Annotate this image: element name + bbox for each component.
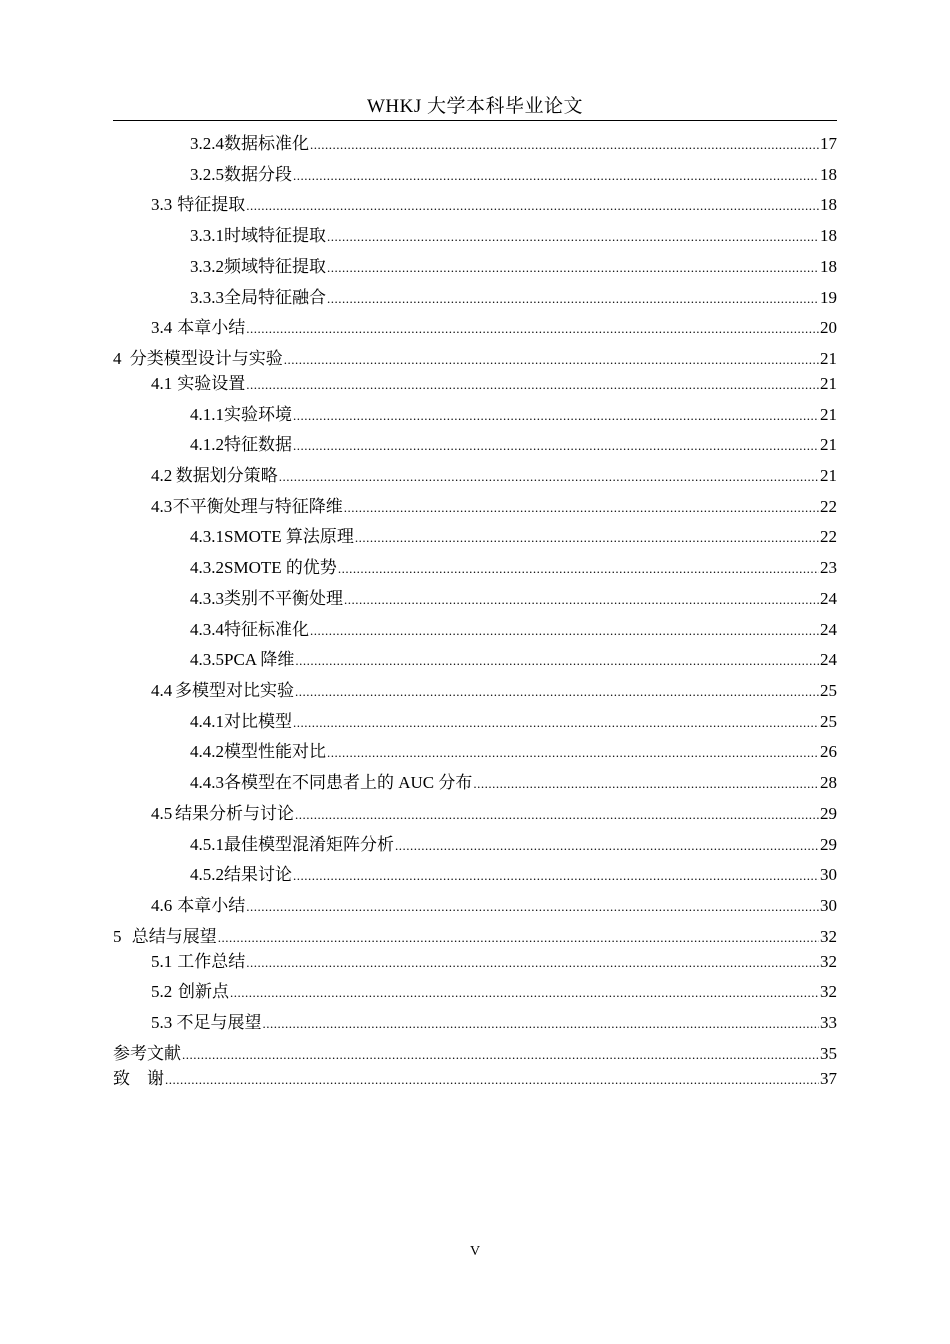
header-rule xyxy=(113,120,837,121)
toc-dot-leader xyxy=(279,466,819,488)
toc-dot-leader xyxy=(246,374,819,396)
toc-entry-title: 对比模型 xyxy=(224,712,292,731)
toc-entry-page: 29 xyxy=(820,835,837,854)
toc-entry-number: 4.3.2 xyxy=(190,558,224,577)
toc-dot-leader xyxy=(165,1069,819,1091)
toc-entry-page: 30 xyxy=(820,865,837,884)
toc-entry-number: 5 xyxy=(113,927,122,946)
toc-entry[interactable] xyxy=(113,711,837,733)
toc-entry[interactable] xyxy=(113,981,837,1003)
toc-entry-page: 19 xyxy=(820,288,837,307)
toc-entry-page: 33 xyxy=(820,1013,837,1032)
toc-entry-title: 结果分析与讨论 xyxy=(175,804,295,823)
toc-entry-page: 17 xyxy=(820,134,837,153)
toc-dot-leader xyxy=(327,226,819,248)
toc-dot-leader xyxy=(230,982,819,1004)
toc-entry-title: 本章小结 xyxy=(177,318,246,337)
toc-entry-title: 实验设置 xyxy=(177,374,246,393)
toc-entry-page: 21 xyxy=(820,466,837,485)
toc-entry-page: 22 xyxy=(820,527,837,546)
toc-entry-number: 3.2.5 xyxy=(190,165,224,184)
toc-entry-title: 实验环境 xyxy=(224,405,292,424)
toc-entry-page: 21 xyxy=(820,374,837,393)
toc-entry-page: 35 xyxy=(820,1044,837,1063)
toc-dot-leader xyxy=(295,650,819,672)
toc-entry[interactable] xyxy=(113,526,837,548)
toc-dot-leader xyxy=(246,896,819,918)
toc-entry-number: 4 xyxy=(113,349,122,368)
toc-dot-leader xyxy=(295,804,819,826)
toc-entry[interactable] xyxy=(113,434,837,456)
toc-entry-page: 32 xyxy=(820,982,837,1001)
toc-entry-number: 3.2.4 xyxy=(190,134,224,153)
toc-entry[interactable] xyxy=(113,404,837,426)
page-number: V xyxy=(469,1244,481,1259)
toc-entry-page: 24 xyxy=(820,650,837,669)
toc-entry-number: 4.3 xyxy=(151,497,173,516)
toc-entry-page: 18 xyxy=(820,257,837,276)
toc-entry-title: 总结与展望 xyxy=(131,927,217,946)
toc-entry-number: 4.5.1 xyxy=(190,835,224,854)
toc-entry-page: 18 xyxy=(820,165,837,184)
toc-entry-number: 4.5 xyxy=(151,804,173,823)
toc-dot-leader xyxy=(218,927,819,949)
toc-entry[interactable] xyxy=(113,741,837,763)
toc-entry-page: 25 xyxy=(820,712,837,731)
toc-entry-number: 4.1 xyxy=(151,374,173,393)
toc-entry-title: 特征标准化 xyxy=(224,620,309,639)
toc-entry[interactable] xyxy=(113,772,837,794)
toc-entry-number: 5.3 xyxy=(151,1013,173,1032)
toc-entry[interactable] xyxy=(113,373,837,395)
toc-entry[interactable] xyxy=(113,619,837,641)
toc-entry-title: 创新点 xyxy=(178,982,229,1001)
toc-entry[interactable] xyxy=(113,895,837,917)
toc-entry[interactable] xyxy=(113,348,837,370)
toc-entry-page: 23 xyxy=(820,558,837,577)
toc-entry-number: 4.4 xyxy=(151,681,173,700)
toc-entry-title: 分类模型设计与实验 xyxy=(129,349,283,368)
toc-entry[interactable] xyxy=(113,164,837,186)
toc-entry[interactable] xyxy=(113,864,837,886)
toc-entry-title: 不足与展望 xyxy=(176,1013,262,1032)
toc-entry[interactable] xyxy=(113,256,837,278)
toc-entry[interactable] xyxy=(113,194,837,216)
toc-entry-title: 类别不平衡处理 xyxy=(224,589,343,608)
toc-dot-leader xyxy=(310,620,819,642)
toc-entry[interactable] xyxy=(113,317,837,339)
toc-entry-number: 3.3 xyxy=(151,195,173,214)
toc-dot-leader xyxy=(327,742,819,764)
toc-entry-number: 3.3.3 xyxy=(190,288,224,307)
toc-entry-page: 32 xyxy=(820,927,837,946)
toc-entry-title: 全局特征融合 xyxy=(224,288,326,307)
toc-entry-title: 参考文献 xyxy=(113,1044,181,1063)
toc-entry-page: 21 xyxy=(820,435,837,454)
toc-entry[interactable] xyxy=(113,557,837,579)
toc-entry-title: 多模型对比实验 xyxy=(175,681,295,700)
toc-entry[interactable] xyxy=(113,496,837,518)
toc-entry-number: 4.2 xyxy=(151,466,173,485)
toc-entry-number: 4.1.1 xyxy=(190,405,224,424)
toc-dot-leader xyxy=(246,318,819,340)
toc-dot-leader xyxy=(293,405,819,427)
toc-dot-leader xyxy=(327,288,819,310)
toc-entry-number: 4.5.2 xyxy=(190,865,224,884)
toc-entry-number: 4.4.3 xyxy=(190,773,224,792)
toc-dot-leader xyxy=(182,1044,819,1066)
toc-dot-leader xyxy=(344,497,819,519)
toc-entry-page: 22 xyxy=(820,497,837,516)
toc-dot-leader xyxy=(295,681,819,703)
toc-entry[interactable] xyxy=(113,465,837,487)
toc-entry-title: 各模型在不同患者上的 AUC 分布 xyxy=(224,773,473,792)
toc-entry-title: 特征提取 xyxy=(177,195,246,214)
toc-entry[interactable] xyxy=(113,951,837,973)
toc-entry-title: SMOTE 算法原理 xyxy=(224,527,354,546)
toc-entry-number: 5.1 xyxy=(151,952,173,971)
toc-entry-title: 频域特征提取 xyxy=(224,257,326,276)
toc-entry-page: 21 xyxy=(820,349,837,368)
toc-entry-title: 工作总结 xyxy=(177,952,246,971)
toc-entry-page: 26 xyxy=(820,742,837,761)
toc-entry-page: 30 xyxy=(820,896,837,915)
toc-dot-leader xyxy=(355,527,819,549)
toc-entry-title: 结果讨论 xyxy=(224,865,292,884)
toc-entry-page: 28 xyxy=(820,773,837,792)
toc-entry-title: 本章小结 xyxy=(177,896,246,915)
toc-entry-number: 5.2 xyxy=(151,982,173,1001)
toc-dot-leader xyxy=(284,349,819,371)
running-header: WHKJ 大学本科毕业论文 xyxy=(366,96,584,117)
toc-entry-page: 18 xyxy=(820,226,837,245)
toc-entry-title: 模型性能对比 xyxy=(224,742,326,761)
toc-dot-leader xyxy=(344,589,819,611)
toc-entry-number: 4.6 xyxy=(151,896,173,915)
toc-entry-title: 不平衡处理与特征降维 xyxy=(172,497,343,516)
toc-entry-number: 4.4.2 xyxy=(190,742,224,761)
toc-entry-page: 21 xyxy=(820,405,837,424)
toc-entry[interactable] xyxy=(113,649,837,671)
toc-entry-number: 4.3.3 xyxy=(190,589,224,608)
toc-dot-leader xyxy=(263,1013,820,1035)
toc-dot-leader xyxy=(293,435,819,457)
toc-dot-leader xyxy=(338,558,819,580)
toc-entry-page: 20 xyxy=(820,318,837,337)
toc-dot-leader xyxy=(473,773,819,795)
toc-entry-page: 24 xyxy=(820,589,837,608)
toc-entry[interactable] xyxy=(113,588,837,610)
toc-dot-leader xyxy=(310,134,819,156)
toc-dot-leader xyxy=(327,257,819,279)
toc-entry[interactable] xyxy=(113,225,837,247)
toc-entry-number: 3.4 xyxy=(151,318,173,337)
toc-entry-title: 数据标准化 xyxy=(224,134,309,153)
toc-entry-number: 4.3.1 xyxy=(190,527,224,546)
toc-dot-leader xyxy=(246,952,819,974)
toc-entry-number: 4.3.4 xyxy=(190,620,224,639)
toc-entry[interactable] xyxy=(113,803,837,825)
toc-entry-number: 3.3.2 xyxy=(190,257,224,276)
toc-entry[interactable] xyxy=(113,1043,837,1065)
toc-entry[interactable] xyxy=(113,680,837,702)
toc-entry-title: 时域特征提取 xyxy=(224,226,326,245)
toc-entry-title: 特征数据 xyxy=(224,435,292,454)
toc-entry[interactable] xyxy=(113,926,837,948)
toc-dot-leader xyxy=(293,165,819,187)
toc-entry-title: 数据划分策略 xyxy=(175,466,278,485)
toc-entry[interactable] xyxy=(113,834,837,856)
toc-entry-page: 29 xyxy=(820,804,837,823)
toc-entry[interactable] xyxy=(113,1012,837,1034)
toc-entry-page: 24 xyxy=(820,620,837,639)
toc-dot-leader xyxy=(293,712,819,734)
toc-entry-title: PCA 降维 xyxy=(224,650,295,669)
toc-entry[interactable] xyxy=(113,287,837,309)
toc-entry-number: 3.3.1 xyxy=(190,226,224,245)
toc-dot-leader xyxy=(293,865,819,887)
toc-entry-number: 4.1.2 xyxy=(190,435,224,454)
toc-dot-leader xyxy=(395,835,819,857)
toc-entry[interactable] xyxy=(113,133,837,155)
toc-entry-page: 25 xyxy=(820,681,837,700)
toc-entry-title: SMOTE 的优势 xyxy=(224,558,337,577)
toc-entry-title: 数据分段 xyxy=(224,165,292,184)
toc-entry-number: 4.4.1 xyxy=(190,712,224,731)
toc-entry-number: 4.3.5 xyxy=(190,650,224,669)
toc-entry-title: 最佳模型混淆矩阵分析 xyxy=(224,835,394,854)
toc-entry[interactable] xyxy=(113,1068,837,1090)
toc-entry-page: 32 xyxy=(820,952,837,971)
toc-entry-page: 18 xyxy=(820,195,837,214)
toc-dot-leader xyxy=(246,195,819,217)
toc-entry-page: 37 xyxy=(820,1069,837,1088)
toc-entry-title: 致 谢 xyxy=(113,1069,164,1088)
